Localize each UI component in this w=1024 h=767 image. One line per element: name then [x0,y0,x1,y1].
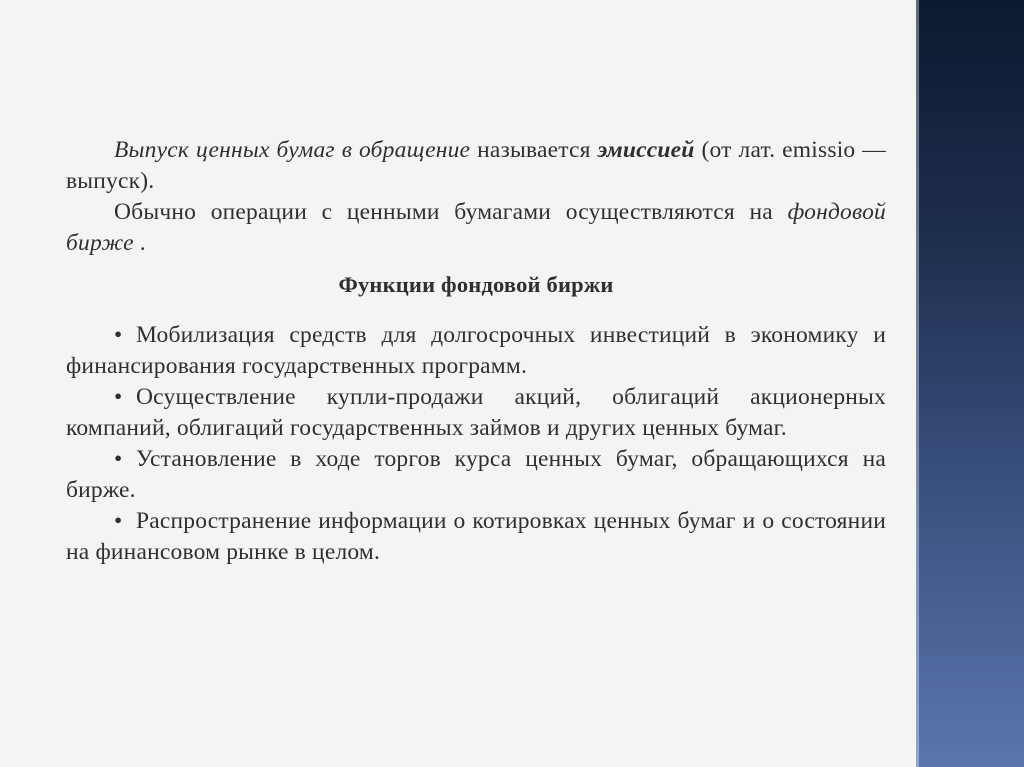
exchange-sentence: Обычно операции с ценными бумагами осуществляются на [114,199,788,225]
intro-paragraph-emission [66,135,886,197]
exchange-sentence-end: . [133,230,146,256]
list-item-text: Мобилизация средств для долгосрочных инвестиций в экономику и финансирования государственных программ. [66,322,886,379]
list-item [66,320,886,382]
list-item-text: Распространение информации о котировках ценных бумаг и о состоянии на финансовом рынке в целом. [66,508,886,565]
intro-etymology: (от лат. emissio — выпуск). [66,137,886,194]
list-item [66,382,886,444]
list-item-text: Осуществление купли-продажи акций, облигаций акционерных компаний, облигаций государственных займов и других ценных бумаг. [66,384,886,441]
bullet-icon: • [114,322,123,348]
bullet-icon: • [114,384,123,410]
list-item-text: Установление в ходе торгов курса ценных бумаг, обращающихся на бирже. [66,446,886,503]
intro-connector: называется [470,137,598,163]
scanned-text-block [66,135,886,568]
functions-list [66,320,886,568]
term-stock-exchange: фондовой бирже [66,199,886,256]
bullet-icon: • [114,446,123,472]
section-heading: Функции фондовой биржи [338,272,614,297]
bullet-icon: • [114,508,123,534]
list-item [66,506,886,568]
term-emission: эмиссией [597,137,695,163]
decorative-side-band [916,0,1024,767]
intro-paragraph-exchange [66,197,886,259]
list-item [66,444,886,506]
term-issuance: Выпуск ценных бумаг в обращение [114,137,471,163]
